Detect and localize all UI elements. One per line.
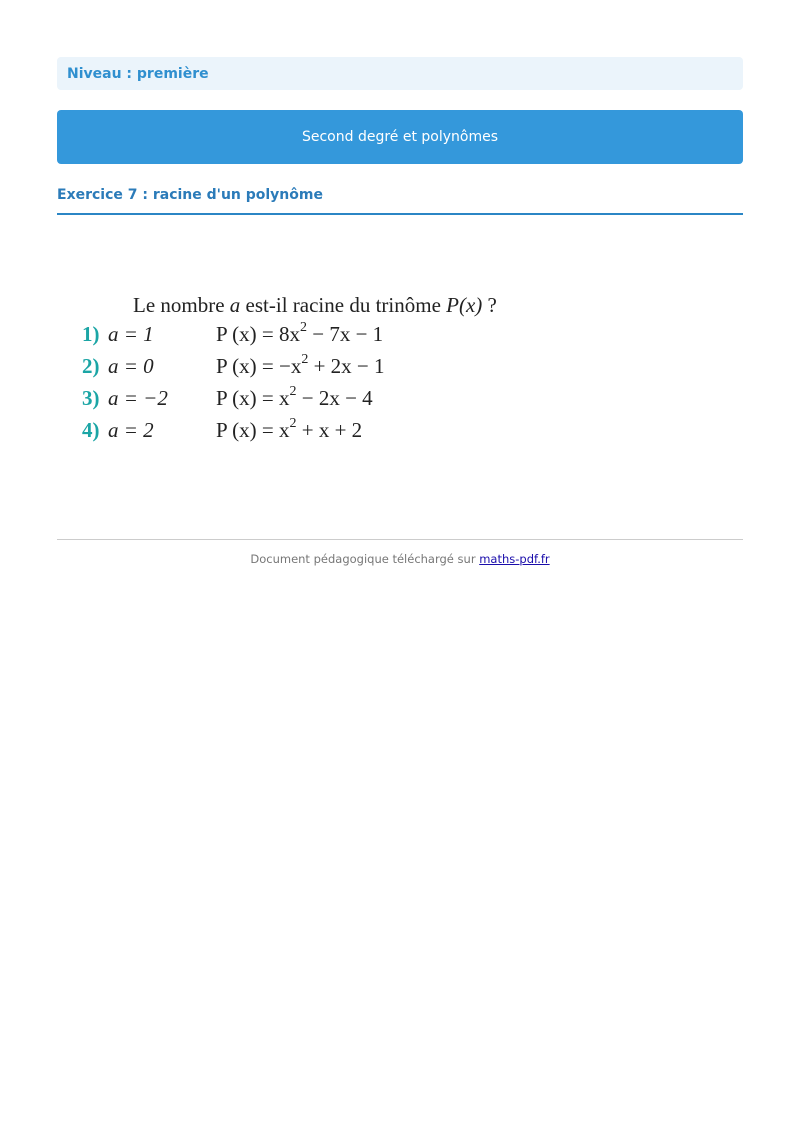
- item-number: 4): [82, 418, 100, 442]
- item-polynomial: [216, 354, 385, 379]
- polynomial-exponent: 2: [289, 416, 297, 431]
- polynomial-left: P (x) = x: [216, 386, 290, 410]
- chapter-title-banner: [57, 110, 743, 164]
- polynomial-right: + x + 2: [296, 418, 363, 442]
- exercise-content: [82, 288, 642, 450]
- polynomial-exponent: 2: [301, 352, 309, 367]
- level-banner: [57, 57, 743, 90]
- polynomial-exponent: 2: [299, 320, 307, 335]
- polynomial-left: P (x) = −x: [216, 354, 302, 378]
- footer: [0, 552, 800, 566]
- item-polynomial: [216, 322, 383, 347]
- polynomial-right: − 7x − 1: [306, 322, 384, 346]
- polynomial-right: + 2x − 1: [308, 354, 385, 378]
- item-number: 1): [82, 322, 100, 346]
- question-variable: a: [229, 293, 241, 317]
- item-a-value: a = 2: [108, 418, 154, 442]
- level-label: Niveau : première: [67, 65, 209, 82]
- polynomial-right: − 2x − 4: [296, 386, 373, 410]
- exercise-question: [133, 288, 642, 322]
- question-text-end: ?: [482, 293, 497, 317]
- question-text-start: Le nombre: [133, 293, 230, 317]
- item-polynomial: [216, 386, 373, 411]
- footer-divider: [57, 539, 743, 540]
- polynomial-exponent: 2: [289, 384, 297, 399]
- item-number: 3): [82, 386, 100, 410]
- exercise-item: [82, 322, 642, 354]
- item-number: 2): [82, 354, 100, 378]
- exercise-item: [82, 418, 642, 450]
- item-a-value: a = −2: [108, 386, 168, 410]
- question-polynomial: P(x): [446, 293, 483, 317]
- footer-text: Document pédagogique téléchargé sur: [250, 552, 480, 566]
- item-a-value: a = 0: [108, 354, 154, 378]
- chapter-title: Second degré et polynômes: [301, 129, 499, 145]
- question-text-middle: est-il racine du trinôme: [240, 293, 447, 317]
- item-a-value: a = 1: [108, 322, 154, 346]
- exercise-heading: Exercice 7 : racine d'un polynôme: [57, 184, 743, 215]
- exercise-item: [82, 354, 642, 386]
- polynomial-left: P (x) = 8x: [216, 322, 300, 346]
- item-polynomial: [216, 418, 362, 443]
- polynomial-left: P (x) = x: [216, 418, 290, 442]
- footer-link[interactable]: maths-pdf.fr: [479, 552, 550, 566]
- exercise-item: [82, 386, 642, 418]
